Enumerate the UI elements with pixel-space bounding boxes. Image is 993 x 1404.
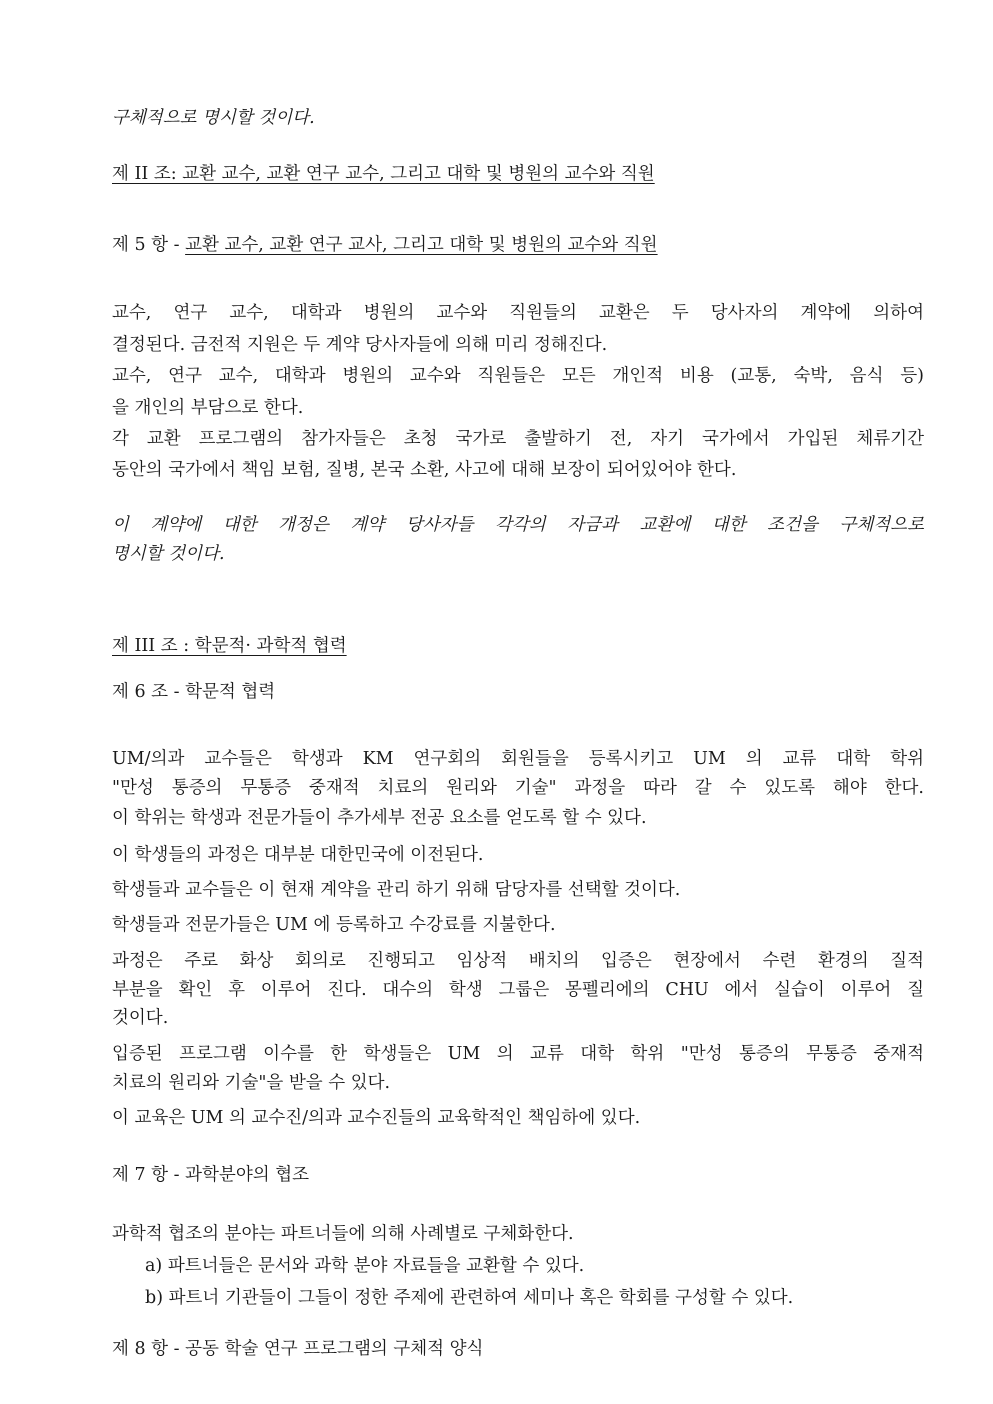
article-5-heading xyxy=(112,233,924,257)
art6-line-6: 학생들과 전문가들은 UM 에 등록하고 수강료를 지불한다. xyxy=(112,915,556,935)
intro-line: 구체적으로 명시할 것이다. xyxy=(112,108,315,128)
ch2-line-6: 동안의 국가에서 책임 보험, 질병, 본국 소환, 사고에 대해 보장이 되어있어야 한다. xyxy=(112,460,737,480)
art6-line-11: 치료의 원리와 기술"을 받을 수 있다. xyxy=(112,1073,391,1093)
chapter-2-heading: 제 II 조: 교환 교수, 교환 연구 교수, 그리고 대학 및 병원의 교수와 직원 xyxy=(112,164,655,184)
article-8-heading: 제 8 항 - 공동 학술 연구 프로그램의 구체적 양식 xyxy=(112,1339,484,1359)
article-6-heading: 제 6 조 - 학문적 협력 xyxy=(112,682,276,702)
art7-intro: 과학적 협조의 분야는 파트너들에 의해 사례별로 구체화한다. xyxy=(112,1224,574,1244)
art6-line-2: "만성 통증의 무통증 중재적 치료의 원리와 기술" 과정을 따라 갈 수 있도록 해야 한다. xyxy=(112,778,924,798)
ch2-line-2: 결정된다. 금전적 지원은 두 계약 당사자들에 의해 미리 정해진다. xyxy=(112,335,608,355)
ch2-line-5: 각 교환 프로그램의 참가자들은 초청 국가로 출발하기 전, 자기 국가에서 가입된 체류기간 xyxy=(112,429,924,449)
art6-line-3: 이 학위는 학생과 전문가들이 추가세부 전공 요소를 얻도록 할 수 있다. xyxy=(112,808,647,828)
article-5-title: 교환 교수, 교환 연구 교사, 그리고 대학 및 병원의 교수와 직원 xyxy=(185,235,658,255)
art6-line-4: 이 학생들의 과정은 대부분 대한민국에 이전된다. xyxy=(112,845,484,865)
amendment-note-line-2: 명시할 것이다. xyxy=(112,544,225,564)
ch2-line-1: 교수, 연구 교수, 대학과 병원의 교수와 직원들의 교환은 두 당사자의 계약에 의하여 xyxy=(112,303,924,323)
art6-line-10: 입증된 프로그램 이수를 한 학생들은 UM 의 교류 대학 학위 "만성 통증의 무통증 중재적 xyxy=(112,1044,924,1064)
ch2-line-4: 을 개인의 부담으로 한다. xyxy=(112,398,304,418)
amendment-note-line-1: 이 계약에 대한 개정은 계약 당사자들 각각의 자금과 교환에 대한 조건을 구체적으로 xyxy=(112,515,924,535)
art7-item-b: b) 파트너 기관들이 그들이 정한 주제에 관련하여 세미나 혹은 학회를 구성할 수 있다. xyxy=(145,1288,794,1308)
art6-line-12: 이 교육은 UM 의 교수진/의과 교수진들의 교육학적인 책임하에 있다. xyxy=(112,1108,641,1128)
chapter-3-heading: 제 III 조 : 학문적· 과학적 협력 xyxy=(112,636,347,656)
art6-line-1: UM/의과 교수들은 학생과 KM 연구회의 회원들을 등록시키고 UM 의 교류 대학 학위 xyxy=(112,749,924,769)
art6-line-9: 것이다. xyxy=(112,1008,169,1028)
art7-item-a: a) 파트너들은 문서와 과학 분야 자료들을 교환할 수 있다. xyxy=(145,1256,585,1276)
ch2-line-3: 교수, 연구 교수, 대학과 병원의 교수와 직원들은 모든 개인적 비용 (교통, 숙박, 음식 등) xyxy=(112,366,924,386)
art6-line-5: 학생들과 교수들은 이 현재 계약을 관리 하기 위해 담당자를 선택할 것이다. xyxy=(112,880,681,900)
article-5-prefix: 제 5 항 - xyxy=(112,235,186,255)
article-7-heading: 제 7 항 - 과학분야의 협조 xyxy=(112,1165,310,1185)
art6-line-8: 부분을 확인 후 이루어 진다. 대수의 학생 그룹은 몽펠리에의 CHU 에서 실습이 이루어 질 xyxy=(112,980,924,1000)
art6-line-7: 과정은 주로 화상 회의로 진행되고 임상적 배치의 입증은 현장에서 수련 환경의 질적 xyxy=(112,951,924,971)
